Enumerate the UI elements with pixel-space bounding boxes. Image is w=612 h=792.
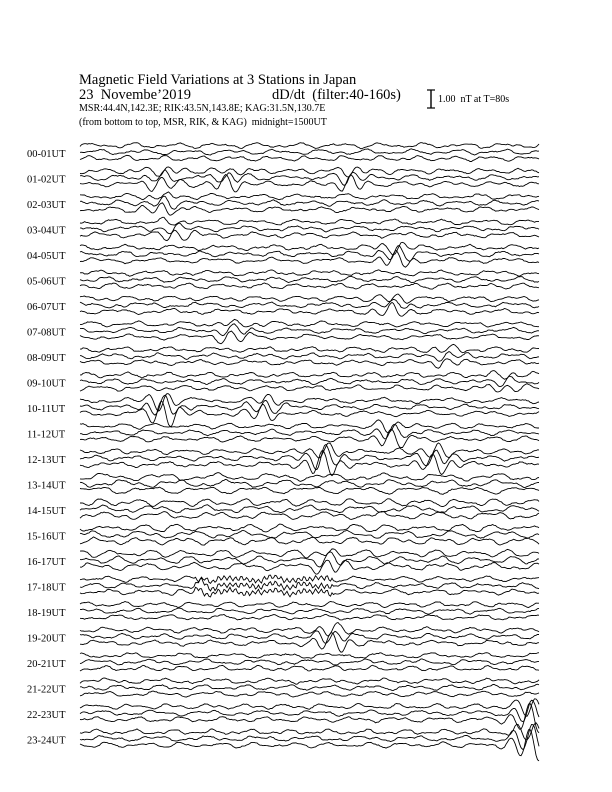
trace-row [27,549,539,574]
trace-kag [80,294,539,303]
trace-msr [80,331,539,344]
trace-row [27,524,539,545]
row-time-label: 16-17UT [27,557,66,568]
trace-msr [80,487,539,494]
trace-msr [80,283,539,289]
trace-rik [80,659,539,665]
trace-kag [80,699,539,717]
trace-rik [80,725,539,750]
trace-msr [80,691,539,697]
trace-rik [80,376,539,387]
trace-row [27,217,539,240]
scale-bar-label: 1.00 nT at T=80s [438,94,510,105]
trace-rik [80,684,539,690]
trace-msr [80,633,539,653]
row-time-label: 08-09UT [27,353,66,364]
trace-row [27,270,539,289]
trace-msr [80,203,539,216]
trace-row [27,420,539,448]
trace-rik [80,170,539,185]
trace-row [27,723,539,761]
row-time-label: 23-24UT [27,735,66,747]
trace-rik [80,424,539,438]
row-time-label: 01-02UT [27,174,66,186]
trace-row [27,473,539,495]
trace-msr [80,614,539,620]
row-time-label: 07-08UT [27,327,66,339]
trace-msr [80,560,539,574]
row-time-label: 06-07UT [27,302,66,313]
trace-row [27,242,539,267]
trace-msr [80,359,539,368]
trace-kag [80,549,539,558]
trace-kag [80,270,539,277]
row-time-label: 10-11UT [27,404,66,415]
chart-title: Magnetic Field Variations at 3 Stations in Japan [79,72,357,88]
trace-msr [80,155,539,161]
chart-date: 23 Novembe’2019 [79,87,191,103]
row-time-label: 11-12UT [27,429,66,441]
trace-row [27,678,539,697]
row-time-label: 12-13UT [27,455,66,466]
trace-row [27,575,539,597]
row-time-label: 02-03UT [27,200,66,211]
trace-kag [80,167,539,177]
trace-msr [80,384,539,392]
trace-rik [80,445,539,470]
trace-kag [80,473,539,482]
trace-kag [80,602,539,608]
station-coordinates: MSR:44.4N,142.3E; RIK:43.5N,143.8E; KAG:31.5N,130.7E [79,103,326,114]
trace-msr [80,537,539,545]
trace-row [27,143,539,162]
trace-rik [80,505,539,513]
trace-rik [80,608,539,614]
trace-kag [80,678,539,684]
station-order-note: (from bottom to top, MSR, RIK, & KAG) midnight=1500UT [79,117,327,128]
trace-kag [80,143,539,149]
trace-row [27,394,539,427]
trace-kag [80,653,539,659]
trace-row [27,344,539,368]
trace-rik [80,223,539,234]
trace-row [27,371,539,392]
trace-rows [27,143,539,761]
trace-msr [80,175,539,192]
trace-kag [80,319,539,327]
trace-row [27,167,539,192]
row-time-label: 21-22UT [27,684,66,696]
trace-row [27,192,539,215]
row-time-label: 13-14UT [27,480,66,492]
trace-row [27,699,539,733]
trace-row [27,443,539,476]
trace-rik [80,578,539,591]
row-time-label: 18-19UT [27,608,66,619]
trace-msr [80,587,539,597]
trace-kag [80,217,539,225]
trace-row [27,653,539,671]
trace-row [27,294,539,316]
trace-rik [80,149,539,155]
trace-kag [80,371,539,380]
trace-kag [80,344,539,352]
scale-bar [427,90,435,108]
trace-msr [80,665,539,671]
trace-row [27,319,539,343]
row-time-label: 09-10UT [27,378,66,390]
trace-rik [80,530,539,538]
trace-kag [80,394,539,412]
trace-row [27,499,539,520]
row-time-label: 20-21UT [27,659,66,670]
chart-filter-label: dD/dt (filter:40-160s) [272,87,401,103]
trace-rik [80,479,539,487]
row-time-label: 04-05UT [27,251,66,262]
trace-rik [80,299,539,308]
row-time-label: 15-16UT [27,531,66,543]
trace-kag [80,192,539,200]
trace-msr [80,511,539,519]
trace-kag [80,524,539,532]
row-time-label: 05-06UT [27,276,66,288]
row-time-label: 22-23UT [27,710,66,721]
row-time-label: 14-15UT [27,506,66,517]
trace-row [27,602,539,620]
trace-msr [80,450,539,475]
row-time-label: 00-01UT [27,149,66,160]
row-time-label: 19-20UT [27,633,66,645]
trace-row [27,623,539,653]
trace-rik [80,276,539,282]
trace-rik [80,196,539,209]
row-time-label: 03-04UT [27,225,66,237]
row-time-label: 17-18UT [27,582,66,594]
